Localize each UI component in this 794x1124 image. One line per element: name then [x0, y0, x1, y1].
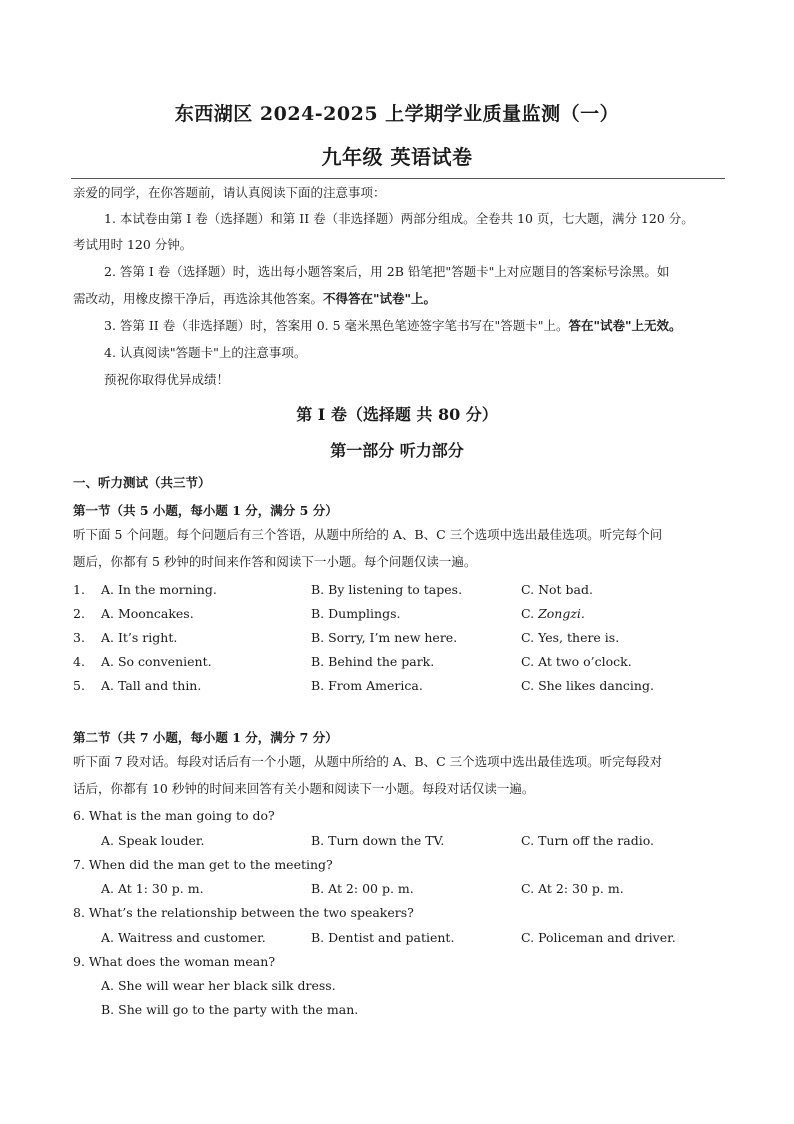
- option-a: A. It’s right.: [101, 630, 178, 645]
- notice-item-2-line-2: [73, 291, 436, 307]
- option-a: A. Tall and thin.: [101, 678, 202, 693]
- question-row: [73, 654, 733, 670]
- exam-subtitle: 九年级 英语试卷: [321, 145, 473, 169]
- question-8-options: [101, 930, 741, 946]
- option-a: A. In the morning.: [101, 582, 217, 597]
- option-b: B. Sorry, I’m new here.: [311, 630, 458, 645]
- notice-item-2-emphasis: 不得答在"试卷"上。: [323, 291, 437, 306]
- listening-heading: 一、听力测试（共三节）: [73, 475, 211, 490]
- section-2-instructions-line-1: 听下面 7 段对话。每段对话后有一个小题，从题中所给的 A、B、C 三个选项中选出最佳选项。听完每段对: [73, 754, 663, 769]
- notice-item-3-text: 3. 答第 II 卷（非选择题）时，答案用 0. 5 毫米黑色笔迹签字笔书写在"答题卡"上。: [104, 318, 569, 333]
- option-b: B. At 2: 00 p. m.: [311, 881, 414, 896]
- section-1-instructions-line-2: 题后，你都有 5 秒钟的时间来作答和阅读下一小题。每个问题仅读一遍。: [73, 554, 477, 569]
- question-9-stem: 9. What does the woman mean?: [73, 954, 276, 969]
- option-a: A. Speak louder.: [101, 833, 205, 848]
- question-row: [73, 582, 733, 598]
- section-2-instructions-line-2: 话后，你都有 10 秒钟的时间来回答有关小题和阅读下一小题。每段对话仅读一遍。: [73, 781, 535, 796]
- option-a: A. Waitress and customer.: [101, 930, 266, 945]
- option-c: C. At 2: 30 p. m.: [521, 881, 624, 896]
- option-a: A. So convenient.: [101, 654, 212, 669]
- notice-item-2-line-1: 2. 答第 I 卷（选择题）时，选出每小题答案后，用 2B 铅笔把"答题卡"上对应题目的答案标号涂黑。如: [104, 264, 670, 279]
- question-number: 5.: [73, 678, 85, 693]
- question-number: 3.: [73, 630, 85, 645]
- header-divider: [71, 178, 725, 179]
- question-7-stem: 7. When did the man get to the meeting?: [73, 857, 333, 872]
- option-c: C. Zongzi.: [521, 606, 585, 621]
- question-9-option-a: A. She will wear her black silk dress.: [101, 978, 336, 993]
- notice-item-4: 4. 认真阅读"答题卡"上的注意事项。: [104, 345, 307, 360]
- question-number: 1.: [73, 582, 85, 597]
- option-b: B. Dentist and patient.: [311, 930, 455, 945]
- option-b: B. Behind the park.: [311, 654, 435, 669]
- question-row: [73, 606, 733, 622]
- notice-greeting: 亲爱的同学，在你答题前，请认真阅读下面的注意事项：: [73, 185, 386, 200]
- question-row: [73, 678, 733, 694]
- section-1-instructions-line-1: 听下面 5 个问题。每个问题后有三个答语，从题中所给的 A、B、C 三个选项中选出最佳选项。听完每个问: [73, 527, 663, 542]
- question-7-options: [101, 881, 741, 897]
- volume-title: 第 I 卷（选择题 共 80 分）: [296, 405, 498, 424]
- option-b: B. Turn down the TV.: [311, 833, 445, 848]
- question-6-options: [101, 833, 741, 849]
- question-6-stem: 6. What is the man going to do?: [73, 808, 275, 823]
- question-number: 4.: [73, 654, 85, 669]
- option-c: C. She likes dancing.: [521, 678, 654, 693]
- notice-wish: 预祝你取得优异成绩！: [104, 372, 230, 387]
- question-8-stem: 8. What’s the relationship between the two speakers?: [73, 905, 414, 920]
- notice-item-2-text: 需改动，用橡皮擦干净后，再选涂其他答案。: [73, 291, 324, 306]
- section-2-heading: 第二节（共 7 小题，每小题 1 分，满分 7 分）: [73, 730, 338, 745]
- option-b: B. By listening to tapes.: [311, 582, 463, 597]
- option-c: C. Turn off the radio.: [521, 833, 654, 848]
- question-9-option-b: B. She will go to the party with the man.: [101, 1002, 359, 1017]
- option-a: A. Mooncakes.: [101, 606, 194, 621]
- option-c: C. Not bad.: [521, 582, 593, 597]
- notice-item-1-line-1: 1. 本试卷由第 I 卷（选择题）和第 II 卷（非选择题）两部分组成。全卷共 10 页，七大题，满分 120 分。: [104, 211, 694, 226]
- option-a: A. At 1: 30 p. m.: [101, 881, 204, 896]
- question-number: 2.: [73, 606, 85, 621]
- option-c: C. Yes, there is.: [521, 630, 620, 645]
- notice-item-1-line-2: 考试用时 120 分钟。: [73, 237, 193, 252]
- exam-title: 东西湖区 2024-2025 上学期学业质量监测（一）: [174, 103, 620, 125]
- option-c: C. At two o’clock.: [521, 654, 632, 669]
- part-title: 第一部分 听力部分: [330, 441, 464, 460]
- section-1-heading: 第一节（共 5 小题，每小题 1 分，满分 5 分）: [73, 503, 338, 518]
- option-c: C. Policeman and driver.: [521, 930, 676, 945]
- option-c-italic: Zongzi.: [538, 606, 585, 621]
- question-row: [73, 630, 733, 646]
- notice-item-3: [104, 318, 682, 334]
- notice-item-3-emphasis: 答在"试卷"上无效。: [568, 318, 682, 333]
- option-b: B. Dumplings.: [311, 606, 401, 621]
- option-b: B. From America.: [311, 678, 423, 693]
